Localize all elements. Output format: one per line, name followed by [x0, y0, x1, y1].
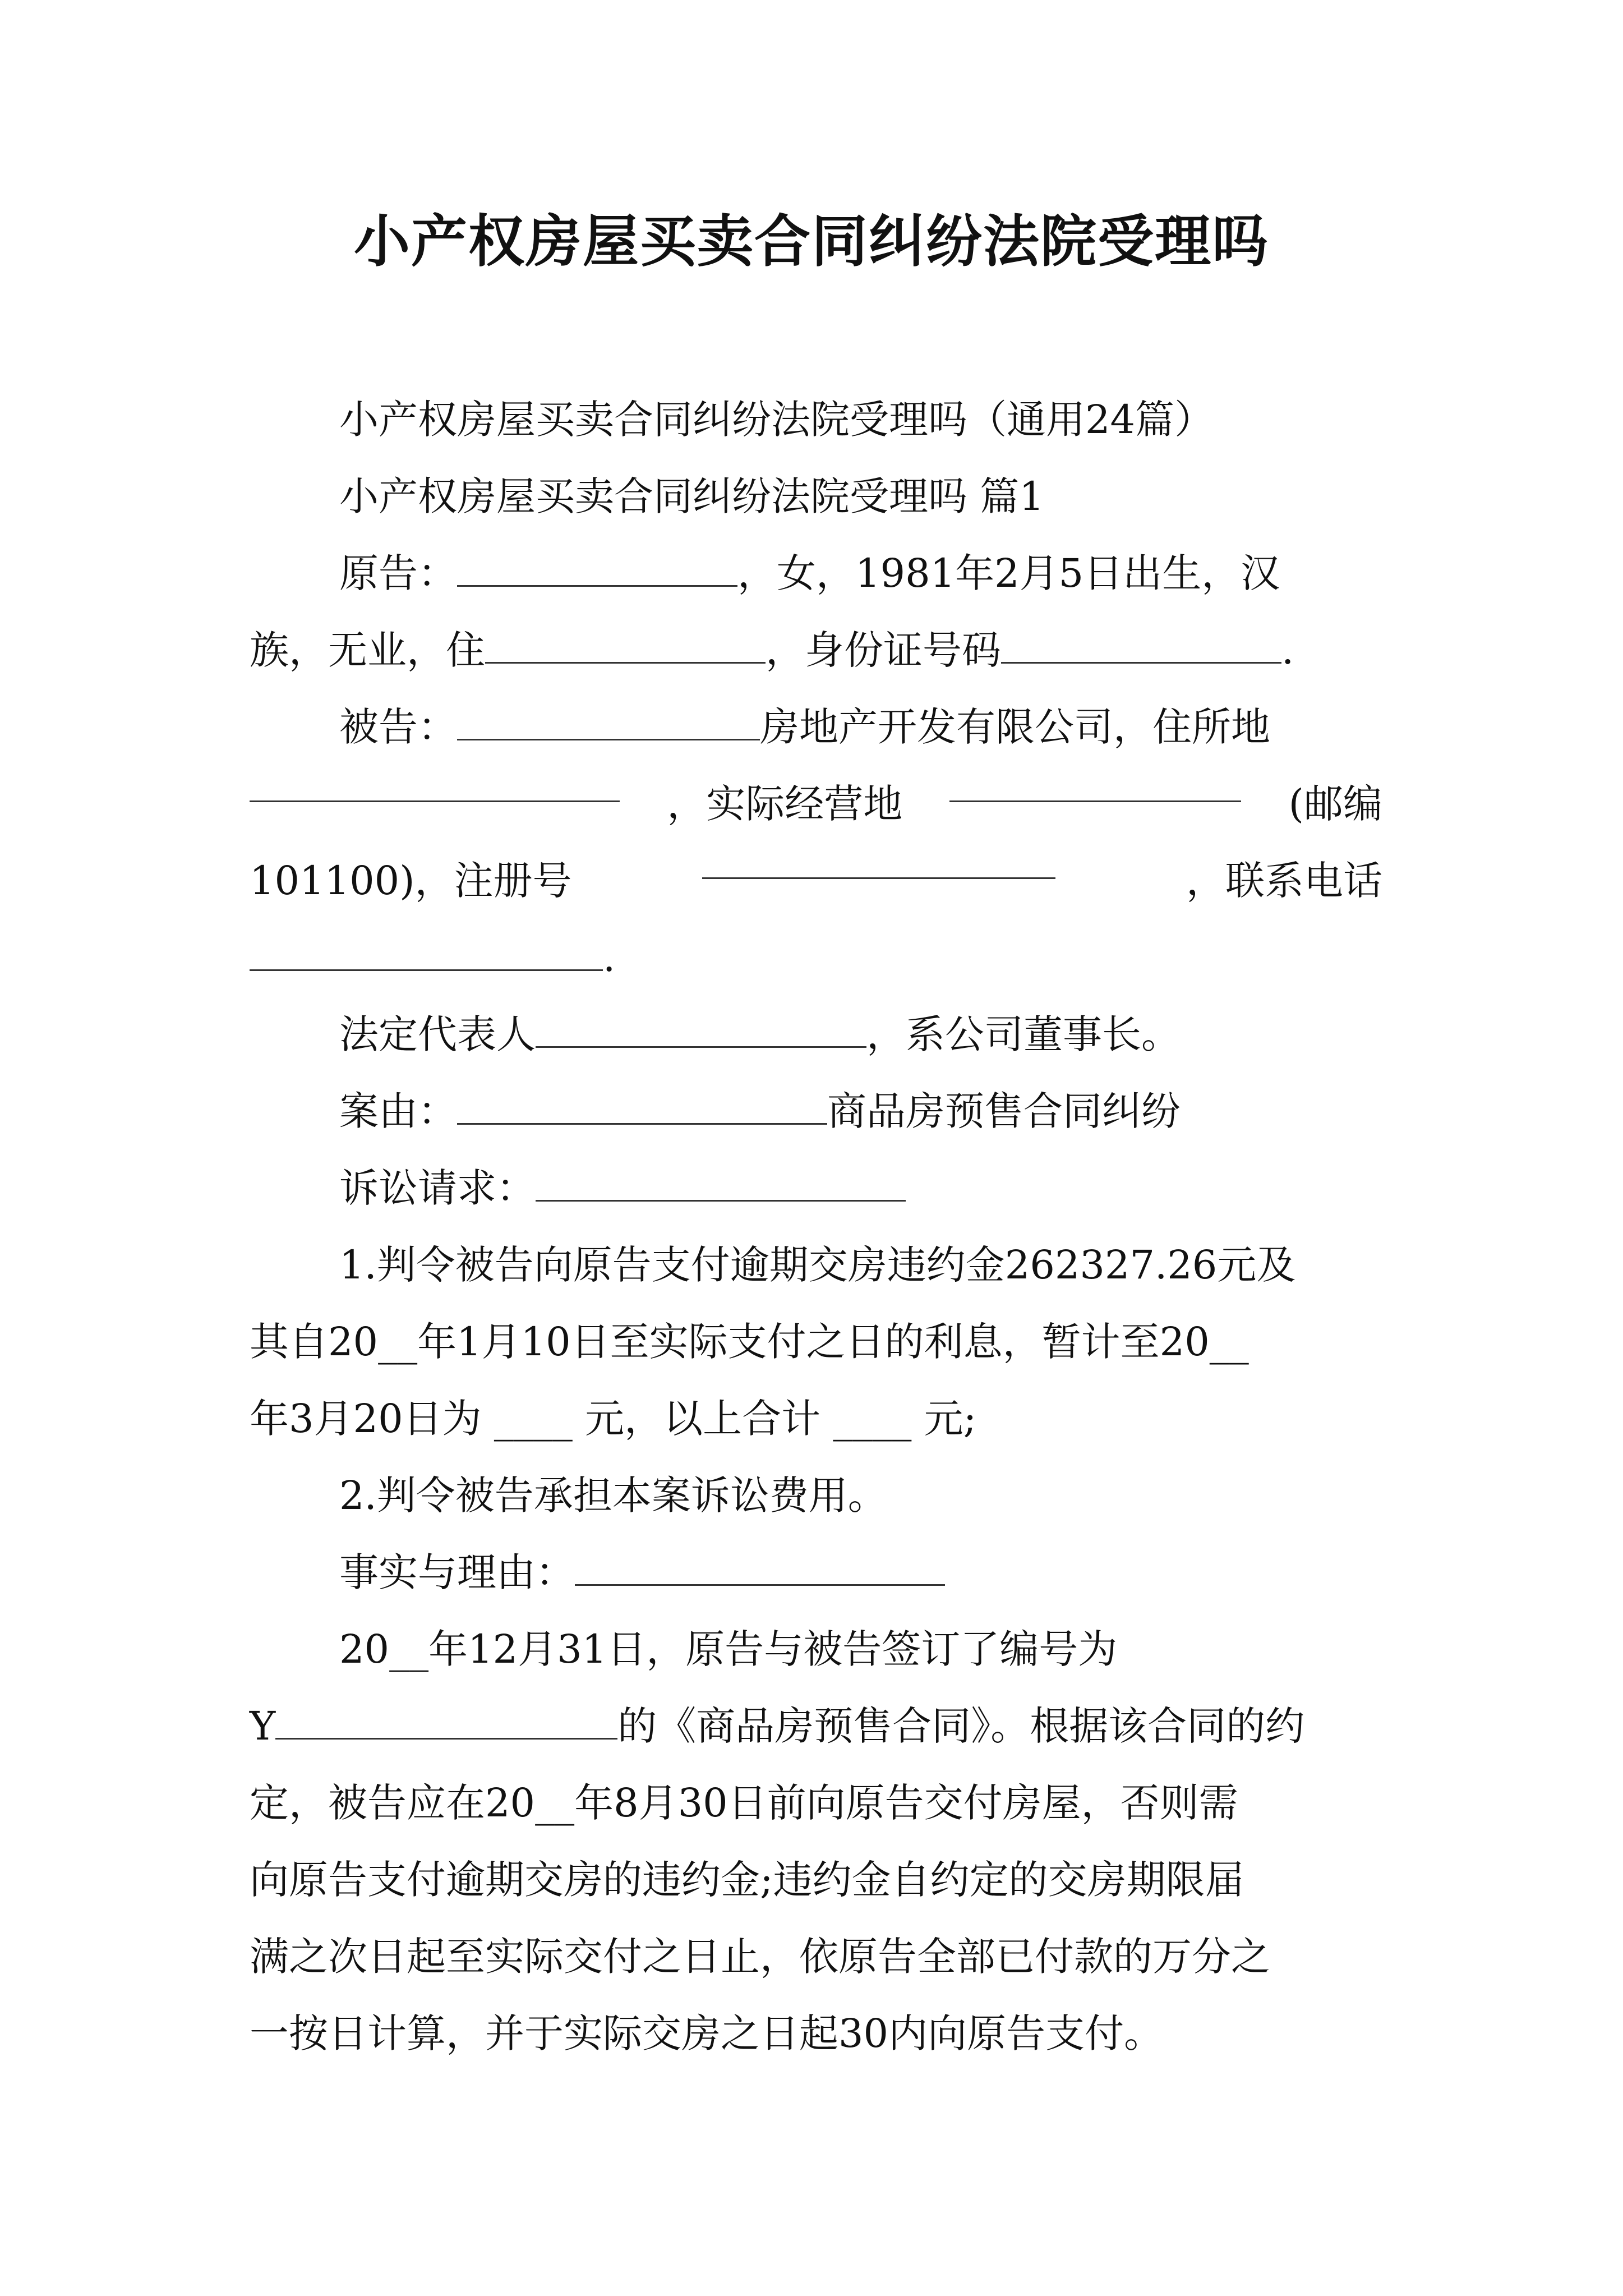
subtitle-line: 小产权房屋买卖合同纠纷法院受理吗（通用24篇） — [339, 397, 1214, 443]
facts-line — [250, 1534, 1382, 1611]
period-2: . — [603, 935, 616, 981]
claims-line — [250, 1150, 1382, 1227]
defendant-company: 房地产开发有限公司，住所地 — [760, 704, 1270, 750]
registration-label: 101100)，注册号 — [250, 858, 572, 904]
defendant-line-4 — [250, 919, 1382, 996]
claims-label: 诉讼请求： — [339, 1165, 536, 1211]
facts-para-line-1: 20__年12月31日，原告与被告签订了编号为 — [339, 1626, 1118, 1672]
representative-label: 法定代表人 — [339, 1011, 536, 1057]
plaintiff-line-2 — [250, 612, 1382, 689]
cause-label: 案由： — [339, 1088, 457, 1134]
facts-blank — [575, 1549, 945, 1586]
defendant-line-3 — [250, 843, 1382, 919]
facts-para-line-2 — [250, 1688, 1382, 1765]
facts-para-line-6: 一按日计算，并于实际交房之日起30内向原告支付。 — [250, 2010, 1164, 2056]
period: . — [1281, 627, 1294, 673]
plaintiff-address-blank — [485, 627, 766, 664]
claim-2-line: 2.判令被告承担本案诉讼费用。 — [339, 1473, 887, 1519]
phone-label: ，联系电话 — [1186, 858, 1382, 904]
plaintiff-name-blank — [457, 550, 737, 587]
cause-line — [250, 1073, 1382, 1150]
claim-1-line-1: 1.判令被告向原告支付逾期交房违约金262327.26元及 — [339, 1242, 1296, 1288]
representative-line — [250, 996, 1382, 1073]
cause-blank — [457, 1088, 827, 1125]
claim-1-line-3: 年3月20日为 ____ 元，以上合计 ____ 元; — [250, 1396, 977, 1442]
plaintiff-label: 原告： — [339, 550, 457, 596]
facts-para-line-3: 定，被告应在20__年8月30日前向原告交付房屋，否则需 — [250, 1780, 1238, 1826]
plaintiff-id-label: ，身份证号码 — [766, 627, 1001, 673]
plaintiff-residence-label: 族，无业，住 — [250, 627, 485, 673]
postcode-label: (邮编 — [1288, 781, 1382, 827]
defendant-line-2 — [250, 766, 1382, 843]
phone-blank — [250, 935, 603, 971]
cause-text: 商品房预售合同纠纷 — [827, 1088, 1181, 1134]
plaintiff-line-1 — [250, 535, 1382, 612]
defendant-label: 被告： — [339, 704, 457, 750]
plaintiff-id-blank — [1001, 627, 1281, 664]
facts-para-line-4: 向原告支付逾期交房的违约金;违约金自约定的交房期限届 — [250, 1857, 1244, 1903]
claim-1-line-2: 其自20__年1月10日至实际支付之日的利息，暂计至20__ — [250, 1319, 1249, 1365]
registration-blank — [702, 843, 1055, 879]
claims-blank — [536, 1165, 906, 1202]
contract-prefix: Y — [250, 1703, 276, 1749]
facts-label: 事实与理由： — [339, 1549, 575, 1595]
contract-text: 的《商品房预售合同》。根据该合同的约 — [617, 1703, 1305, 1749]
facts-para-line-5: 满之次日起至实际交付之日止，依原告全部已付款的万分之 — [250, 1934, 1270, 1980]
section-heading: 小产权房屋买卖合同纠纷法院受理吗 篇1 — [339, 473, 1044, 519]
contract-number-blank — [275, 1703, 617, 1740]
defendant-line-1 — [250, 689, 1382, 766]
representative-blank — [536, 1011, 866, 1048]
document-body — [250, 381, 1382, 2072]
business-address-blank — [949, 766, 1241, 802]
defendant-name-blank — [457, 704, 760, 740]
business-address-label: ，实际经营地 — [667, 781, 903, 827]
plaintiff-info: ，女，1981年2月5日出生，汉 — [737, 550, 1280, 596]
document-title: 小产权房屋买卖合同纠纷法院受理吗 — [354, 208, 1269, 274]
defendant-address-blank — [250, 766, 620, 802]
representative-role: ，系公司董事长。 — [866, 1011, 1181, 1057]
